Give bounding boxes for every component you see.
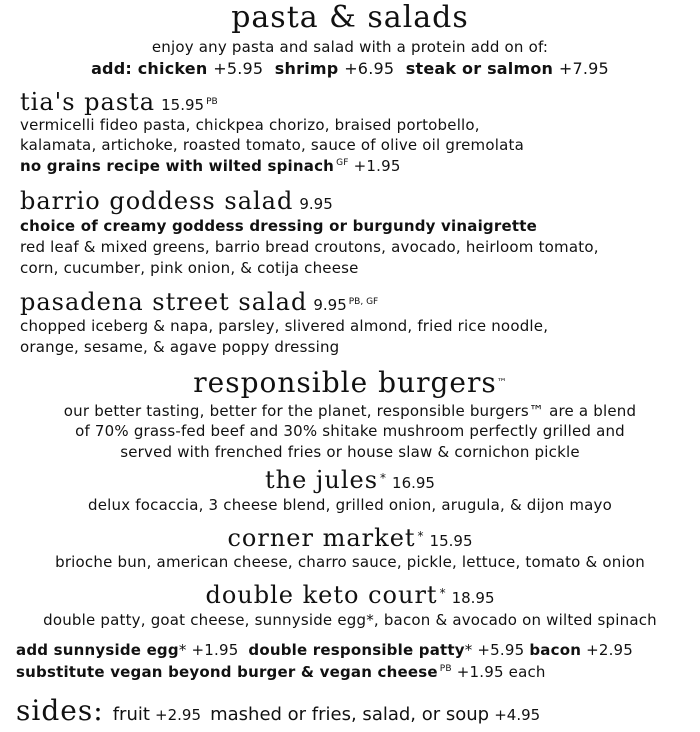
- option-price: +1.95: [353, 157, 401, 175]
- protein-addons: [0, 59, 700, 78]
- addon-patty-label: double responsible patty: [248, 641, 465, 659]
- item-desc: orange, sesame, & agave poppy dressing: [20, 338, 340, 356]
- item-desc: chopped iceberg & napa, parsley, slivered almond, fried rice noodle,: [20, 317, 549, 335]
- option-tag: GF: [336, 158, 349, 168]
- addon-shrimp-price: +6.95: [344, 59, 395, 78]
- addon-bacon-label: bacon: [529, 641, 582, 659]
- item-desc: double patty, goat cheese, sunnyside egg*, bacon & avocado on wilted spinach: [43, 611, 657, 629]
- item-option: [20, 157, 401, 175]
- addon-shrimp-label: shrimp: [274, 59, 339, 78]
- item-name: corner market: [227, 524, 416, 552]
- item-desc: brioche bun, american cheese, charro sauce, pickle, lettuce, tomato & onion: [55, 553, 645, 571]
- sides-line: [16, 694, 540, 727]
- item-desc: kalamata, artichoke, roasted tomato, sauce of olive oil gremolata: [20, 136, 524, 154]
- addon-steak-price: +7.95: [558, 59, 609, 78]
- item-price: 16.95: [392, 474, 435, 492]
- vegan-substitute: [16, 663, 546, 681]
- side-others-label: mashed or fries, salad, or soup: [210, 704, 490, 725]
- item-star: *: [380, 470, 387, 485]
- pasta-salads-intro: enjoy any pasta and salad with a protein add on of:: [151, 38, 549, 56]
- side-fruit-label: fruit: [112, 704, 150, 725]
- addon-bacon-price: +2.95: [586, 641, 634, 659]
- item-price: 18.95: [451, 589, 495, 607]
- addon-egg-star: *: [178, 641, 187, 659]
- burgers-intro: our better tasting, better for the planet, responsible burgers™ are a blend: [63, 402, 637, 420]
- item-desc: delux focaccia, 3 cheese blend, grilled onion, arugula, & dijon mayo: [88, 496, 612, 514]
- trademark-symbol: ™: [496, 377, 507, 389]
- section-title-responsible-burgers: [0, 366, 700, 399]
- addon-steak-label: steak or salmon: [405, 59, 554, 78]
- item-price: 9.95: [313, 296, 347, 314]
- menu-item-the-jules: [0, 466, 700, 494]
- item-tag: PB, GF: [348, 296, 379, 307]
- addon-chicken-label: add: chicken: [91, 59, 208, 78]
- addon-patty-price: +5.95: [477, 641, 525, 659]
- item-name: barrio goddess salad: [20, 187, 294, 215]
- option-label: no grains recipe with wilted spinach: [20, 157, 335, 175]
- item-name: the jules: [265, 466, 379, 494]
- item-desc: red leaf & mixed greens, barrio bread croutons, avocado, heirloom tomato,: [20, 238, 599, 256]
- menu-item-double-keto-court: [0, 581, 700, 609]
- item-tag: PB: [206, 96, 218, 107]
- addon-chicken-price: +5.95: [213, 59, 264, 78]
- burgers-intro: of 70% grass-fed beef and 30% shitake mushroom perfectly grilled and: [75, 422, 625, 440]
- side-fruit-price: +2.95: [155, 706, 201, 724]
- menu-item-pasadena-street-salad: [20, 288, 378, 316]
- addon-vegan-label: substitute vegan beyond burger & vegan cheese: [16, 663, 438, 681]
- side-others-price: +4.95: [494, 706, 541, 724]
- burger-addons: [16, 641, 633, 659]
- burgers-intro: served with frenched fries or house slaw & cornichon pickle: [120, 443, 580, 461]
- item-price: 15.95: [429, 532, 473, 550]
- item-name: pasadena street salad: [20, 288, 308, 316]
- item-name: double keto court: [205, 581, 438, 609]
- item-option: choice of creamy goddess dressing or burgundy vinaigrette: [20, 217, 537, 235]
- menu-item-tias-pasta: [20, 88, 218, 116]
- item-price: 15.95: [161, 96, 205, 114]
- item-desc: vermicelli fideo pasta, chickpea chorizo, braised portobello,: [20, 116, 480, 134]
- section-title-sides: sides:: [16, 694, 104, 727]
- menu-item-corner-market: [0, 524, 700, 552]
- item-price: 9.95: [299, 195, 333, 213]
- addon-patty-star: *: [464, 641, 473, 659]
- menu-item-barrio-goddess-salad: [20, 187, 333, 215]
- item-star: *: [439, 585, 446, 600]
- item-star: *: [417, 528, 424, 543]
- item-desc: corn, cucumber, pink onion, & cotija cheese: [20, 259, 359, 277]
- addon-vegan-tag: PB: [439, 664, 452, 674]
- addon-egg-price: +1.95: [191, 641, 239, 659]
- addon-egg-label: add sunnyside egg: [16, 641, 179, 659]
- section-title-pasta-salads: pasta & salads: [231, 0, 469, 35]
- section-title-text: responsible burgers: [193, 366, 497, 399]
- item-name: tia's pasta: [20, 88, 156, 116]
- addon-vegan-price: +1.95 each: [456, 663, 546, 681]
